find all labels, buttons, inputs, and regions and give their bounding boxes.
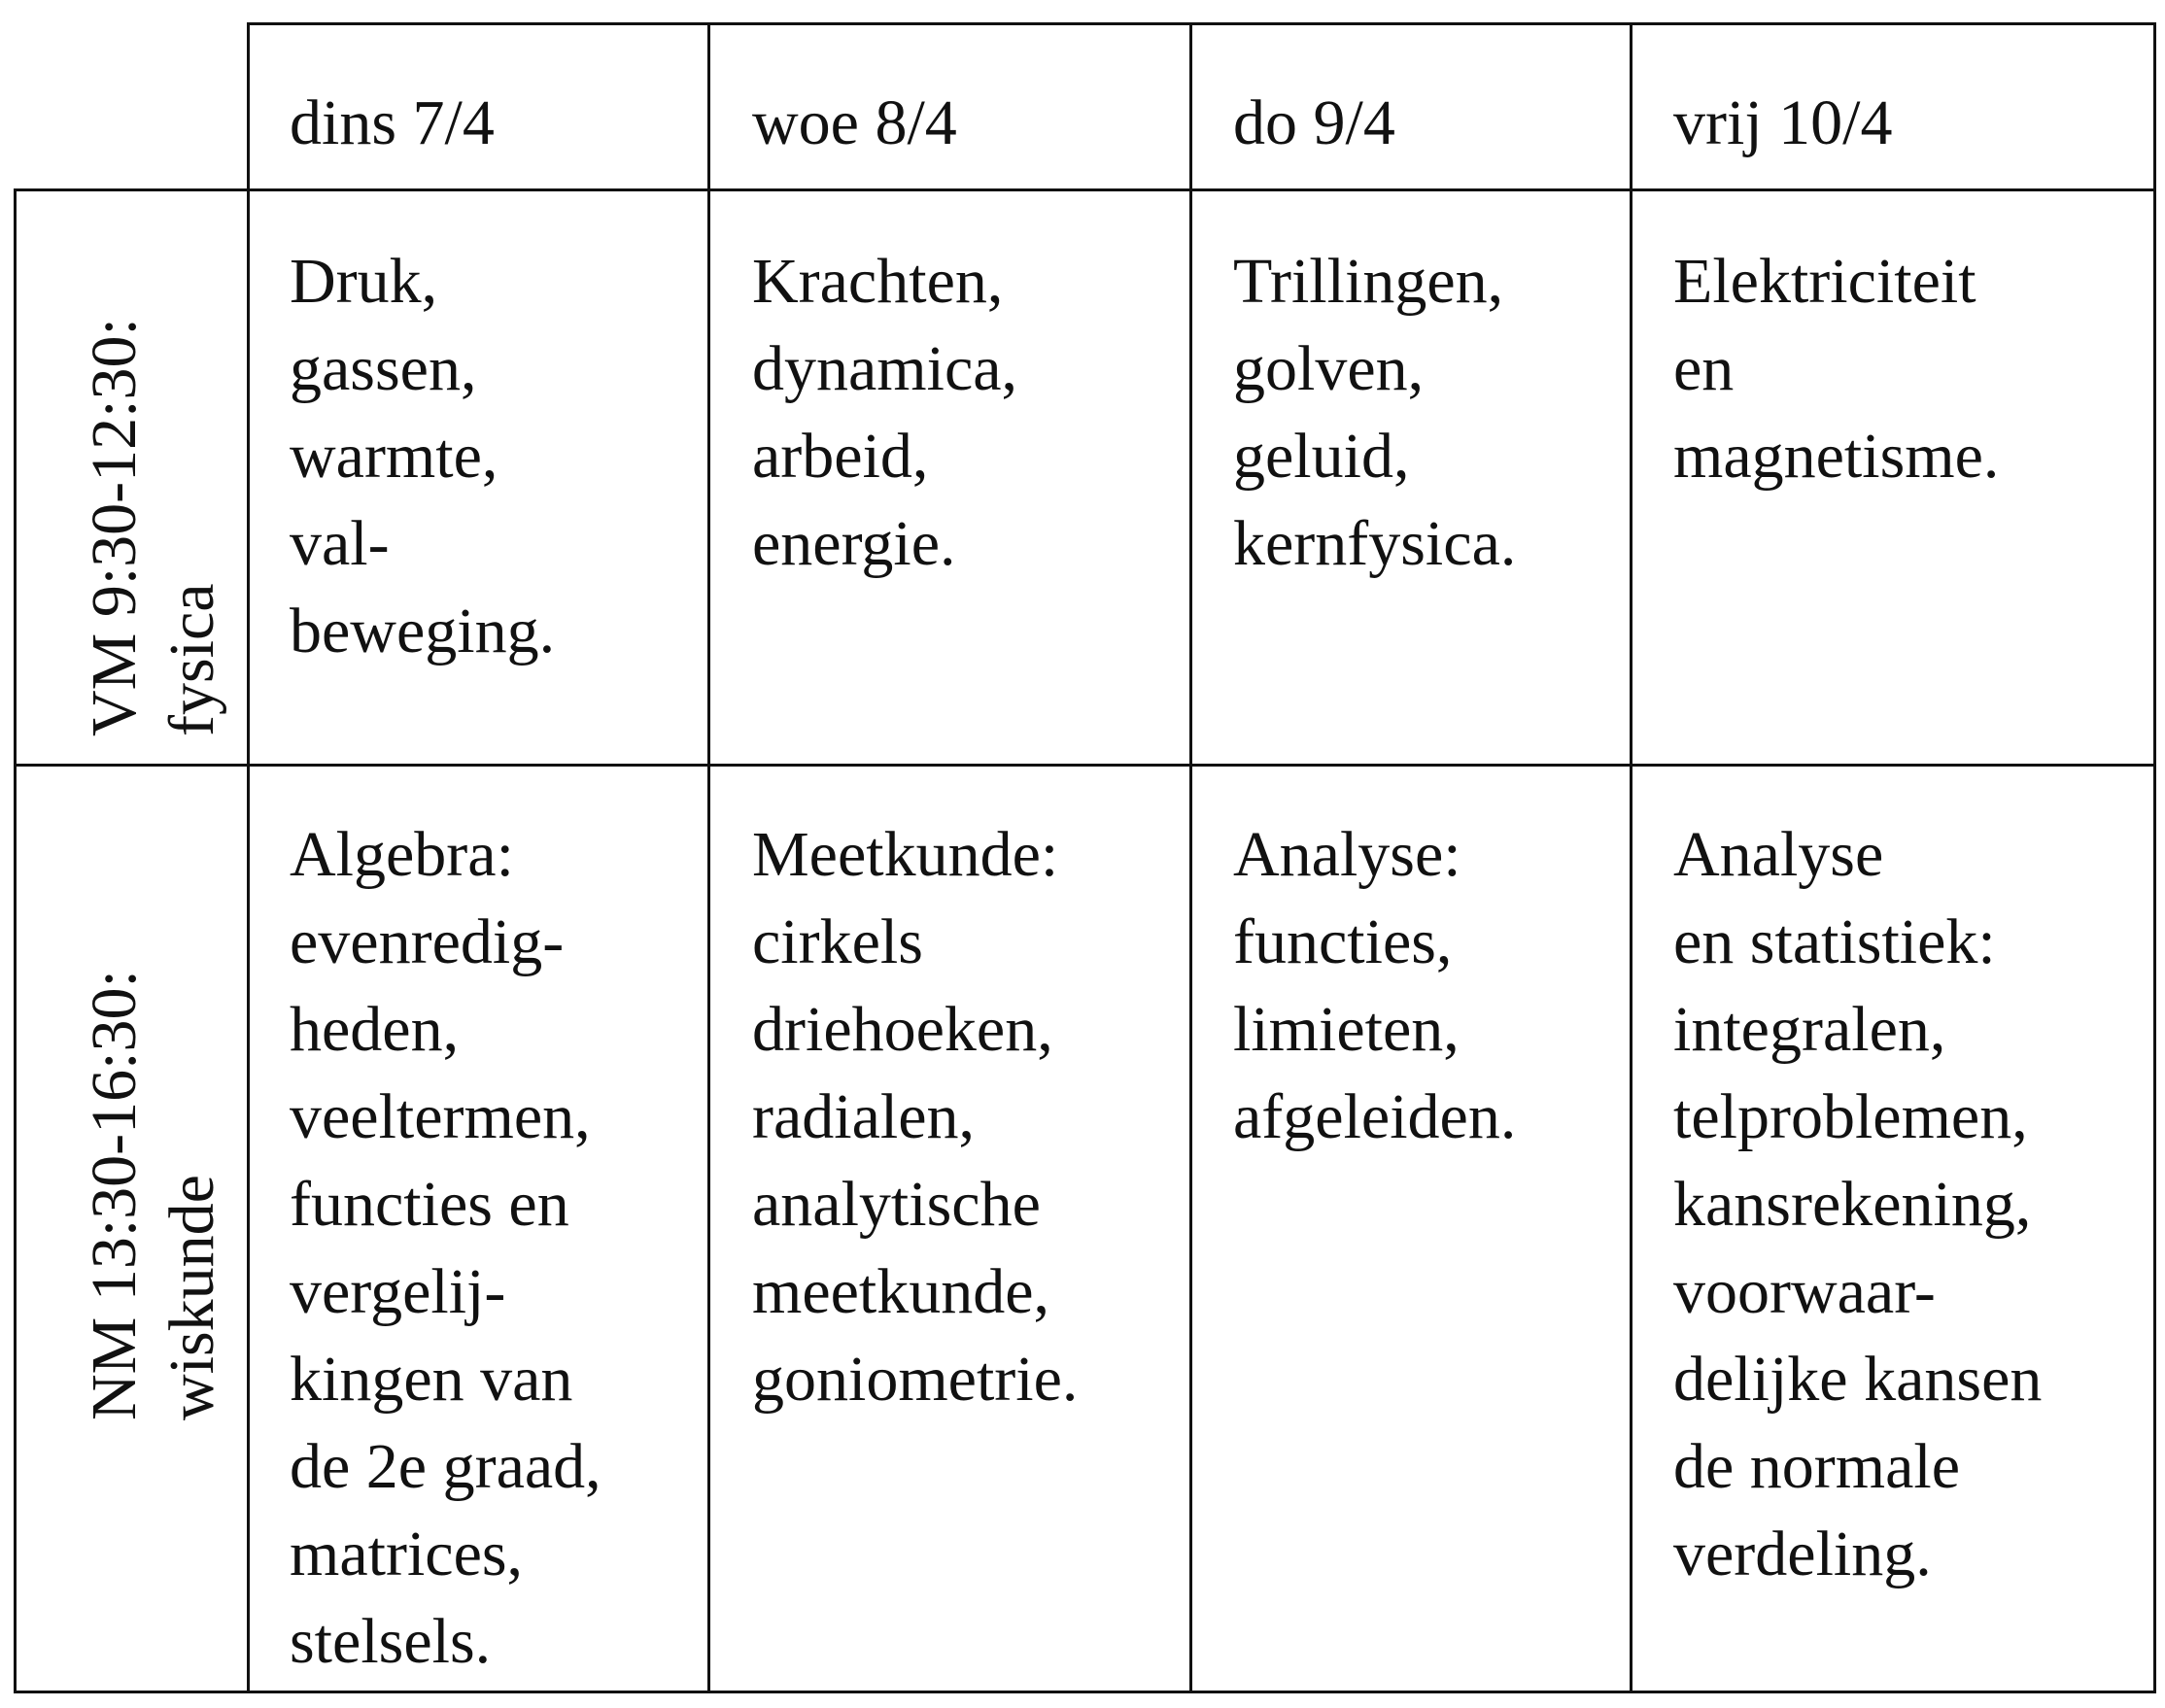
cell-line: matrices, (290, 1519, 524, 1589)
header-cell-day: dins 7/4 (290, 87, 495, 158)
cell-line: telproblemen, (1673, 1081, 2028, 1152)
cell-line: dynamica, (752, 333, 1018, 404)
cell-line: energie. (752, 508, 956, 579)
cell-line: meetkunde, (752, 1256, 1050, 1327)
cell-line: Analyse (1673, 819, 1884, 890)
cell-line: beweging. (290, 596, 556, 666)
row-label-subject: wiskunde (156, 1175, 227, 1420)
cell-line: voorwaar- (1673, 1256, 1936, 1327)
cell-line: veeltermen, (290, 1081, 591, 1152)
table-cell (290, 238, 555, 675)
table-top-border (247, 22, 2156, 25)
cell-line: functies en (290, 1169, 569, 1240)
table-bottom-border (14, 1691, 2156, 1693)
cell-line: en (1673, 333, 1735, 404)
cell-line: warmte, (290, 421, 498, 492)
row-label-time: VM 9:30-12:30: (79, 318, 150, 736)
row-label-afternoon (76, 970, 231, 1420)
header-cell-day: do 9/4 (1233, 87, 1395, 158)
table-cell (1673, 238, 1999, 500)
cell-line: golven, (1233, 333, 1425, 404)
cell-line: cirkels (752, 906, 923, 977)
table-right-border (2153, 22, 2156, 1693)
cell-line: Krachten, (752, 246, 1004, 317)
cell-line: val- (290, 508, 390, 579)
cell-line: Druk, (290, 246, 438, 317)
cell-line: limieten, (1233, 994, 1460, 1065)
row-label-time: NM 13:30-16:30: (79, 970, 150, 1420)
cell-line: integralen, (1673, 994, 1946, 1065)
cell-line: de 2e graad, (290, 1431, 601, 1502)
cell-line: analytische (752, 1169, 1041, 1240)
column-divider (1189, 22, 1192, 1693)
cell-line: afgeleiden. (1233, 1081, 1517, 1152)
cell-line: arbeid, (752, 421, 929, 492)
header-bottom-border (14, 188, 2156, 191)
cell-line: radialen, (752, 1081, 976, 1152)
table-cell (752, 811, 1078, 1423)
table-cell (1673, 811, 2042, 1598)
table-cell (290, 811, 601, 1686)
table-cell (752, 238, 1017, 588)
column-divider (1630, 22, 1632, 1693)
cell-line: en statistiek: (1673, 906, 1996, 977)
cell-line: de normale (1673, 1431, 1961, 1502)
row-label-morning (76, 318, 231, 736)
cell-line: stelsels. (290, 1606, 492, 1677)
row-divider (14, 764, 2156, 767)
header-cell-day: vrij 10/4 (1673, 87, 1893, 158)
cell-line: kernfysica. (1233, 508, 1517, 579)
cell-line: Elektriciteit (1673, 246, 1976, 317)
table-left-border (14, 188, 17, 1693)
cell-line: goniometrie. (752, 1344, 1079, 1415)
cell-line: kingen van (290, 1344, 573, 1415)
table-cell (1233, 238, 1516, 588)
table-cell (1233, 811, 1516, 1161)
cell-line: heden, (290, 994, 460, 1065)
row-label-subject: fysica (156, 583, 227, 736)
cell-line: driehoeken, (752, 994, 1053, 1065)
cell-line: vergelij- (290, 1256, 506, 1327)
column-divider (707, 22, 710, 1693)
cell-line: functies, (1233, 906, 1453, 977)
header-cell-day: woe 8/4 (752, 87, 957, 158)
cell-line: delijke kansen (1673, 1344, 2043, 1415)
cell-line: kansrekening, (1673, 1169, 2032, 1240)
cell-line: gassen, (290, 333, 477, 404)
cell-line: magnetisme. (1673, 421, 2000, 492)
cell-line: Trillingen, (1233, 246, 1504, 317)
cell-line: evenredig- (290, 906, 565, 977)
cell-line: Analyse: (1233, 819, 1461, 890)
column-divider (247, 22, 250, 1693)
cell-line: verdeling. (1673, 1519, 1932, 1589)
cell-line: geluid, (1233, 421, 1410, 492)
cell-line: Meetkunde: (752, 819, 1059, 890)
cell-line: Algebra: (290, 819, 514, 890)
